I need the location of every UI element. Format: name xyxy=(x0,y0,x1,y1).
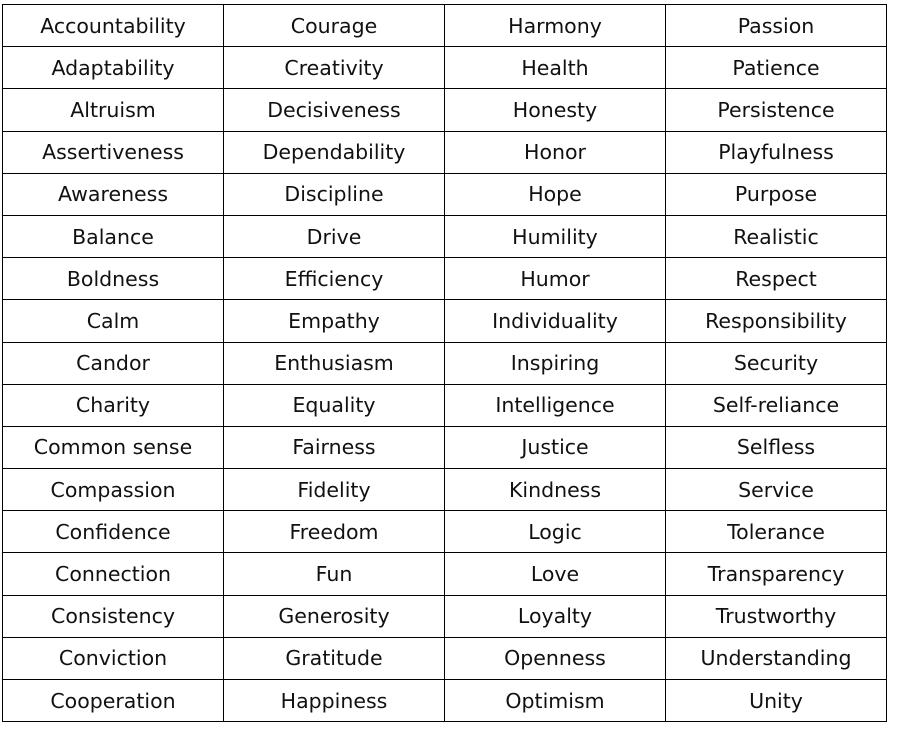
table-row xyxy=(3,680,887,722)
table-row xyxy=(3,595,887,637)
table-cell: Confidence xyxy=(3,511,224,553)
table-cell: Purpose xyxy=(666,173,887,215)
table-row xyxy=(3,426,887,468)
table-cell: Inspiring xyxy=(445,342,666,384)
table-cell: Cooperation xyxy=(3,680,224,722)
table-cell: Honor xyxy=(445,131,666,173)
table-cell: Responsibility xyxy=(666,300,887,342)
table-cell: Happiness xyxy=(224,680,445,722)
table-cell: Optimism xyxy=(445,680,666,722)
table-cell: Selfless xyxy=(666,426,887,468)
table-cell: Conviction xyxy=(3,637,224,679)
table-cell: Empathy xyxy=(224,300,445,342)
table-cell: Accountability xyxy=(3,5,224,47)
table-cell: Love xyxy=(445,553,666,595)
table-cell: Patience xyxy=(666,47,887,89)
table-row xyxy=(3,469,887,511)
table-cell: Understanding xyxy=(666,637,887,679)
table-row xyxy=(3,89,887,131)
values-table-body xyxy=(3,5,887,722)
table-cell: Logic xyxy=(445,511,666,553)
table-cell: Courage xyxy=(224,5,445,47)
table-row xyxy=(3,511,887,553)
table-cell: Justice xyxy=(445,426,666,468)
table-cell: Kindness xyxy=(445,469,666,511)
table-cell: Harmony xyxy=(445,5,666,47)
table-cell: Balance xyxy=(3,215,224,257)
table-cell: Honesty xyxy=(445,89,666,131)
table-row xyxy=(3,342,887,384)
table-cell: Health xyxy=(445,47,666,89)
table-cell: Calm xyxy=(3,300,224,342)
table-cell: Connection xyxy=(3,553,224,595)
table-row xyxy=(3,637,887,679)
table-cell: Charity xyxy=(3,384,224,426)
table-cell: Fun xyxy=(224,553,445,595)
table-cell: Openness xyxy=(445,637,666,679)
table-row xyxy=(3,173,887,215)
table-cell: Equality xyxy=(224,384,445,426)
table-cell: Generosity xyxy=(224,595,445,637)
table-cell: Intelligence xyxy=(445,384,666,426)
table-cell: Decisiveness xyxy=(224,89,445,131)
table-row xyxy=(3,300,887,342)
table-row xyxy=(3,215,887,257)
table-cell: Realistic xyxy=(666,215,887,257)
table-cell: Enthusiasm xyxy=(224,342,445,384)
table-cell: Consistency xyxy=(3,595,224,637)
table-row xyxy=(3,384,887,426)
table-cell: Passion xyxy=(666,5,887,47)
table-cell: Altruism xyxy=(3,89,224,131)
table-cell: Fairness xyxy=(224,426,445,468)
table-cell: Service xyxy=(666,469,887,511)
table-cell: Adaptability xyxy=(3,47,224,89)
table-cell: Respect xyxy=(666,258,887,300)
table-cell: Common sense xyxy=(3,426,224,468)
table-cell: Compassion xyxy=(3,469,224,511)
table-cell: Unity xyxy=(666,680,887,722)
table-cell: Freedom xyxy=(224,511,445,553)
table-cell: Hope xyxy=(445,173,666,215)
table-cell: Security xyxy=(666,342,887,384)
table-cell: Drive xyxy=(224,215,445,257)
table-row xyxy=(3,5,887,47)
table-row xyxy=(3,553,887,595)
table-cell: Trustworthy xyxy=(666,595,887,637)
table-cell: Dependability xyxy=(224,131,445,173)
table-row xyxy=(3,131,887,173)
table-cell: Tolerance xyxy=(666,511,887,553)
table-cell: Creativity xyxy=(224,47,445,89)
table-cell: Boldness xyxy=(3,258,224,300)
table-cell: Discipline xyxy=(224,173,445,215)
table-cell: Candor xyxy=(3,342,224,384)
table-cell: Self-reliance xyxy=(666,384,887,426)
table-cell: Persistence xyxy=(666,89,887,131)
table-cell: Efficiency xyxy=(224,258,445,300)
table-cell: Transparency xyxy=(666,553,887,595)
table-cell: Assertiveness xyxy=(3,131,224,173)
table-cell: Awareness xyxy=(3,173,224,215)
table-cell: Individuality xyxy=(445,300,666,342)
table-cell: Loyalty xyxy=(445,595,666,637)
table-row xyxy=(3,258,887,300)
table-cell: Humility xyxy=(445,215,666,257)
values-table xyxy=(2,4,887,722)
table-cell: Humor xyxy=(445,258,666,300)
table-cell: Playfulness xyxy=(666,131,887,173)
table-row xyxy=(3,47,887,89)
table-cell: Fidelity xyxy=(224,469,445,511)
table-cell: Gratitude xyxy=(224,637,445,679)
